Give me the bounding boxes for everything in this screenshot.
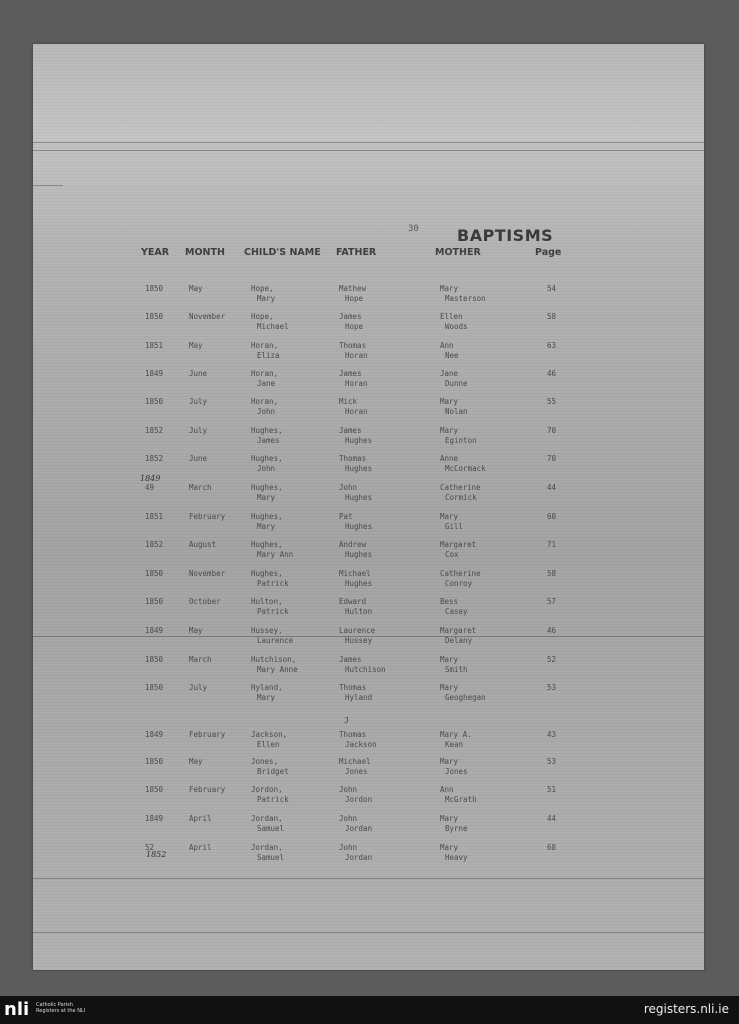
entry-month: May (189, 341, 203, 350)
entry-mother-surname: Byrne (445, 824, 468, 833)
entry-child-first: Samuel (257, 853, 285, 862)
entry-mother-surname: Eginton (445, 436, 477, 445)
entry-mother-first: Ellen (440, 312, 463, 321)
entry-child-first: John (257, 407, 276, 416)
entry-page: 68 (547, 843, 557, 852)
entry-child-first: Mary (257, 522, 276, 531)
scan-line (33, 150, 704, 151)
nli-logo: nli (4, 999, 30, 1020)
entry-year: 1850 (145, 312, 164, 321)
entry-child-surname: Jones, (251, 757, 279, 766)
entry-month: April (189, 843, 212, 852)
entry-father-first: Andrew (339, 540, 367, 549)
entry-father-surname: Horan (345, 407, 368, 416)
entry-child-first: Samuel (257, 824, 285, 833)
entry-child-first: Mary Anne (257, 665, 298, 674)
entry-father-first: John (339, 785, 358, 794)
entry-child-surname: Hughes, (251, 512, 283, 521)
entry-child-first: Patrick (257, 579, 289, 588)
entry-child-first: Mary (257, 294, 276, 303)
entry-mother-first: Mary (440, 397, 459, 406)
entry-year: 1850 (145, 597, 164, 606)
entry-child-surname: Jordan, (251, 814, 283, 823)
entry-page: 44 (547, 483, 557, 492)
entry-father-first: James (339, 426, 362, 435)
entry-row (33, 655, 704, 681)
entry-month: October (189, 597, 221, 606)
entry-month: March (189, 655, 212, 664)
entry-page: 71 (547, 540, 557, 549)
entry-father-surname: Hughes (345, 550, 373, 559)
entry-year: 49 (145, 483, 155, 492)
entry-mother-first: Mary (440, 655, 459, 664)
entry-child-first: Patrick (257, 795, 289, 804)
entry-month: May (189, 757, 203, 766)
entry-child-surname: Hughes, (251, 454, 283, 463)
entry-page: 51 (547, 785, 557, 794)
entry-father-surname: Hyland (345, 693, 373, 702)
entry-year: 1849 (145, 730, 164, 739)
entry-mother-surname: Delany (445, 636, 473, 645)
entry-mother-first: Mary (440, 757, 459, 766)
register-page (33, 44, 704, 970)
entry-row (33, 369, 704, 395)
entry-father-surname: Hulton (345, 607, 373, 616)
entry-mother-first: Mary (440, 814, 459, 823)
entry-year: 1851 (145, 341, 164, 350)
entry-mother-first: Mary (440, 683, 459, 692)
entry-mother-surname: Geoghegan (445, 693, 486, 702)
entry-month: February (189, 730, 226, 739)
entry-child-surname: Hughes, (251, 540, 283, 549)
entry-child-first: Mary (257, 693, 276, 702)
entry-year: 1850 (145, 757, 164, 766)
entry-year: 1850 (145, 569, 164, 578)
entry-father-first: Mathew (339, 284, 367, 293)
entry-child-surname: Horan, (251, 341, 279, 350)
entry-page: 46 (547, 369, 557, 378)
entry-mother-surname: Cox (445, 550, 459, 559)
entry-child-surname: Jordon, (251, 785, 283, 794)
entry-father-first: Thomas (339, 341, 367, 350)
entry-mother-first: Bess (440, 597, 459, 606)
site-url[interactable]: registers.nli.ie (643, 1002, 729, 1016)
entry-row (33, 341, 704, 367)
entry-month: February (189, 785, 226, 794)
entry-row (33, 843, 704, 869)
entry-child-first: Mary (257, 493, 276, 502)
entry-row (33, 569, 704, 595)
entry-child-surname: Horan, (251, 397, 279, 406)
entry-year: 1852 (145, 426, 164, 435)
entry-page: 60 (547, 512, 557, 521)
entry-mother-first: Jane (440, 369, 459, 378)
entry-mother-surname: Dunne (445, 379, 468, 388)
entry-father-surname: Jones (345, 767, 368, 776)
entry-mother-surname: Casey (445, 607, 468, 616)
entry-child-surname: Hughes, (251, 483, 283, 492)
entry-row (33, 483, 704, 509)
entry-year: 1850 (145, 683, 164, 692)
entry-mother-surname: Smith (445, 665, 468, 674)
entry-mother-surname: Cormick (445, 493, 477, 502)
header-child: CHILD'S NAME (244, 247, 321, 258)
entry-father-first: John (339, 483, 358, 492)
entry-month: June (189, 369, 208, 378)
entry-year: 52 (145, 843, 155, 852)
entry-year: 1850 (145, 397, 164, 406)
entry-mother-first: Mary (440, 426, 459, 435)
entry-row (33, 597, 704, 623)
header-year: YEAR (141, 247, 170, 258)
entry-mother-first: Mary A. (440, 730, 472, 739)
entry-mother-first: Catherine (440, 569, 481, 578)
entry-child-first: Patrick (257, 607, 289, 616)
entry-mother-first: Anne (440, 454, 459, 463)
entry-father-surname: Jordon (345, 795, 373, 804)
entry-child-first: Ellen (257, 740, 280, 749)
entry-mother-surname: Masterson (445, 294, 486, 303)
entry-year: 1849 (145, 814, 164, 823)
header-mother: MOTHER (435, 247, 481, 258)
page-mark: 30 (408, 224, 419, 234)
entry-row (33, 757, 704, 783)
entry-mother-surname: McCormack (445, 464, 486, 473)
entry-father-surname: Hughes (345, 464, 373, 473)
entry-mother-first: Ann (440, 341, 454, 350)
handwritten-year-note: 1849 (140, 474, 161, 483)
scan-line (33, 878, 704, 879)
entry-year: 1850 (145, 655, 164, 664)
footer-bar (0, 996, 739, 1024)
entry-year: 1850 (145, 284, 164, 293)
entry-child-surname: Hulton, (251, 597, 283, 606)
entry-father-first: Michael (339, 757, 371, 766)
entry-mother-first: Mary (440, 843, 459, 852)
entry-month: July (189, 683, 208, 692)
entry-child-surname: Hyland, (251, 683, 283, 692)
entry-page: 54 (547, 284, 557, 293)
entry-row (33, 454, 704, 480)
entry-father-first: Thomas (339, 683, 367, 692)
entry-father-first: Edward (339, 597, 367, 606)
entry-month: November (189, 569, 226, 578)
entry-father-first: James (339, 312, 362, 321)
entry-row (33, 397, 704, 423)
entry-father-surname: Hughes (345, 436, 373, 445)
entry-father-surname: Hughes (345, 522, 373, 531)
entry-month: May (189, 284, 203, 293)
entry-child-surname: Hope, (251, 284, 274, 293)
entry-child-surname: Hughes, (251, 426, 283, 435)
logo-caption: Catholic Parish Registers at the NLI (36, 1002, 86, 1014)
entry-child-first: Eliza (257, 351, 280, 360)
entry-child-first: Jane (257, 379, 276, 388)
entry-child-surname: Hope, (251, 312, 274, 321)
entry-row (33, 626, 704, 652)
entry-child-first: James (257, 436, 280, 445)
entry-row (33, 540, 704, 566)
entry-row (33, 512, 704, 538)
entry-father-surname: Hughes (345, 493, 373, 502)
entry-row (33, 683, 704, 709)
entry-mother-surname: Gill (445, 522, 464, 531)
entry-mother-surname: McGrath (445, 795, 477, 804)
entry-father-surname: Hope (345, 294, 364, 303)
entry-row (33, 785, 704, 811)
entry-father-surname: Horan (345, 351, 368, 360)
entry-father-first: Mick (339, 397, 358, 406)
entry-month: June (189, 454, 208, 463)
entry-child-surname: Horan, (251, 369, 279, 378)
scan-line (33, 142, 704, 143)
entry-year: 1851 (145, 512, 164, 521)
entry-mother-surname: Jones (445, 767, 468, 776)
entry-mother-first: Catherine (440, 483, 481, 492)
header-father: FATHER (336, 247, 377, 258)
entry-mother-first: Mary (440, 512, 459, 521)
entry-page: 43 (547, 730, 557, 739)
entry-page: 57 (547, 597, 557, 606)
entry-row (33, 814, 704, 840)
entry-month: April (189, 814, 212, 823)
entry-child-surname: Hughes, (251, 569, 283, 578)
entry-father-first: John (339, 814, 358, 823)
entry-year: 1852 (145, 454, 164, 463)
entry-child-surname: Jackson, (251, 730, 288, 739)
entry-page: 58 (547, 569, 557, 578)
section-letter: J (344, 716, 349, 725)
entry-child-first: Mary Ann (257, 550, 294, 559)
header-month: MONTH (185, 247, 225, 258)
entry-row (33, 426, 704, 452)
entry-month: March (189, 483, 212, 492)
entry-row (33, 312, 704, 338)
entry-row (33, 730, 704, 756)
entry-page: 70 (547, 454, 557, 463)
entry-year: 1849 (145, 626, 164, 635)
entry-father-first: Laurence (339, 626, 376, 635)
entry-page: 70 (547, 426, 557, 435)
entry-father-first: James (339, 655, 362, 664)
entry-father-first: Thomas (339, 454, 367, 463)
entry-child-first: Laurence (257, 636, 294, 645)
entry-father-surname: Jordan (345, 853, 373, 862)
entry-row (33, 284, 704, 310)
entry-year: 1850 (145, 785, 164, 794)
entry-father-surname: Hussey (345, 636, 373, 645)
entry-father-first: John (339, 843, 358, 852)
entry-child-first: Michael (257, 322, 289, 331)
entry-page: 46 (547, 626, 557, 635)
entry-page: 53 (547, 683, 557, 692)
entry-month: July (189, 397, 208, 406)
entry-month: August (189, 540, 217, 549)
scan-line (33, 932, 704, 933)
entry-month: February (189, 512, 226, 521)
entry-month: July (189, 426, 208, 435)
entry-father-first: Thomas (339, 730, 367, 739)
entry-child-first: Bridget (257, 767, 289, 776)
entry-year: 1849 (145, 369, 164, 378)
entry-page: 63 (547, 341, 557, 350)
entry-mother-first: Mary (440, 284, 459, 293)
entry-father-first: Pat (339, 512, 353, 521)
entry-mother-first: Margaret (440, 626, 477, 635)
entry-page: 44 (547, 814, 557, 823)
entry-father-surname: Hope (345, 322, 364, 331)
entry-father-first: Michael (339, 569, 371, 578)
entry-child-surname: Jordan, (251, 843, 283, 852)
entry-month: May (189, 626, 203, 635)
entry-father-surname: Jackson (345, 740, 377, 749)
entry-page: 52 (547, 655, 557, 664)
entry-father-first: James (339, 369, 362, 378)
scan-line (33, 185, 63, 186)
entry-mother-first: Ann (440, 785, 454, 794)
entry-child-surname: Hutchison, (251, 655, 297, 664)
entry-mother-surname: Woods (445, 322, 468, 331)
entry-mother-surname: Conroy (445, 579, 473, 588)
entry-father-surname: Jordan (345, 824, 373, 833)
entry-child-surname: Hussey, (251, 626, 283, 635)
entry-father-surname: Hughes (345, 579, 373, 588)
handwritten-year-note: 1852 (146, 850, 167, 859)
entry-page: 53 (547, 757, 557, 766)
entry-mother-surname: Nee (445, 351, 459, 360)
page-title: BAPTISMS (457, 226, 554, 245)
entry-child-first: John (257, 464, 276, 473)
entry-page: 55 (547, 397, 557, 406)
entry-mother-surname: Kean (445, 740, 464, 749)
entry-mother-first: Margaret (440, 540, 477, 549)
entry-month: November (189, 312, 226, 321)
entry-year: 1852 (145, 540, 164, 549)
entry-mother-surname: Nolan (445, 407, 468, 416)
entry-mother-surname: Heavy (445, 853, 468, 862)
entry-father-surname: Horan (345, 379, 368, 388)
entry-father-surname: Hutchison (345, 665, 386, 674)
entry-page: 58 (547, 312, 557, 321)
header-page: Page (535, 247, 562, 258)
